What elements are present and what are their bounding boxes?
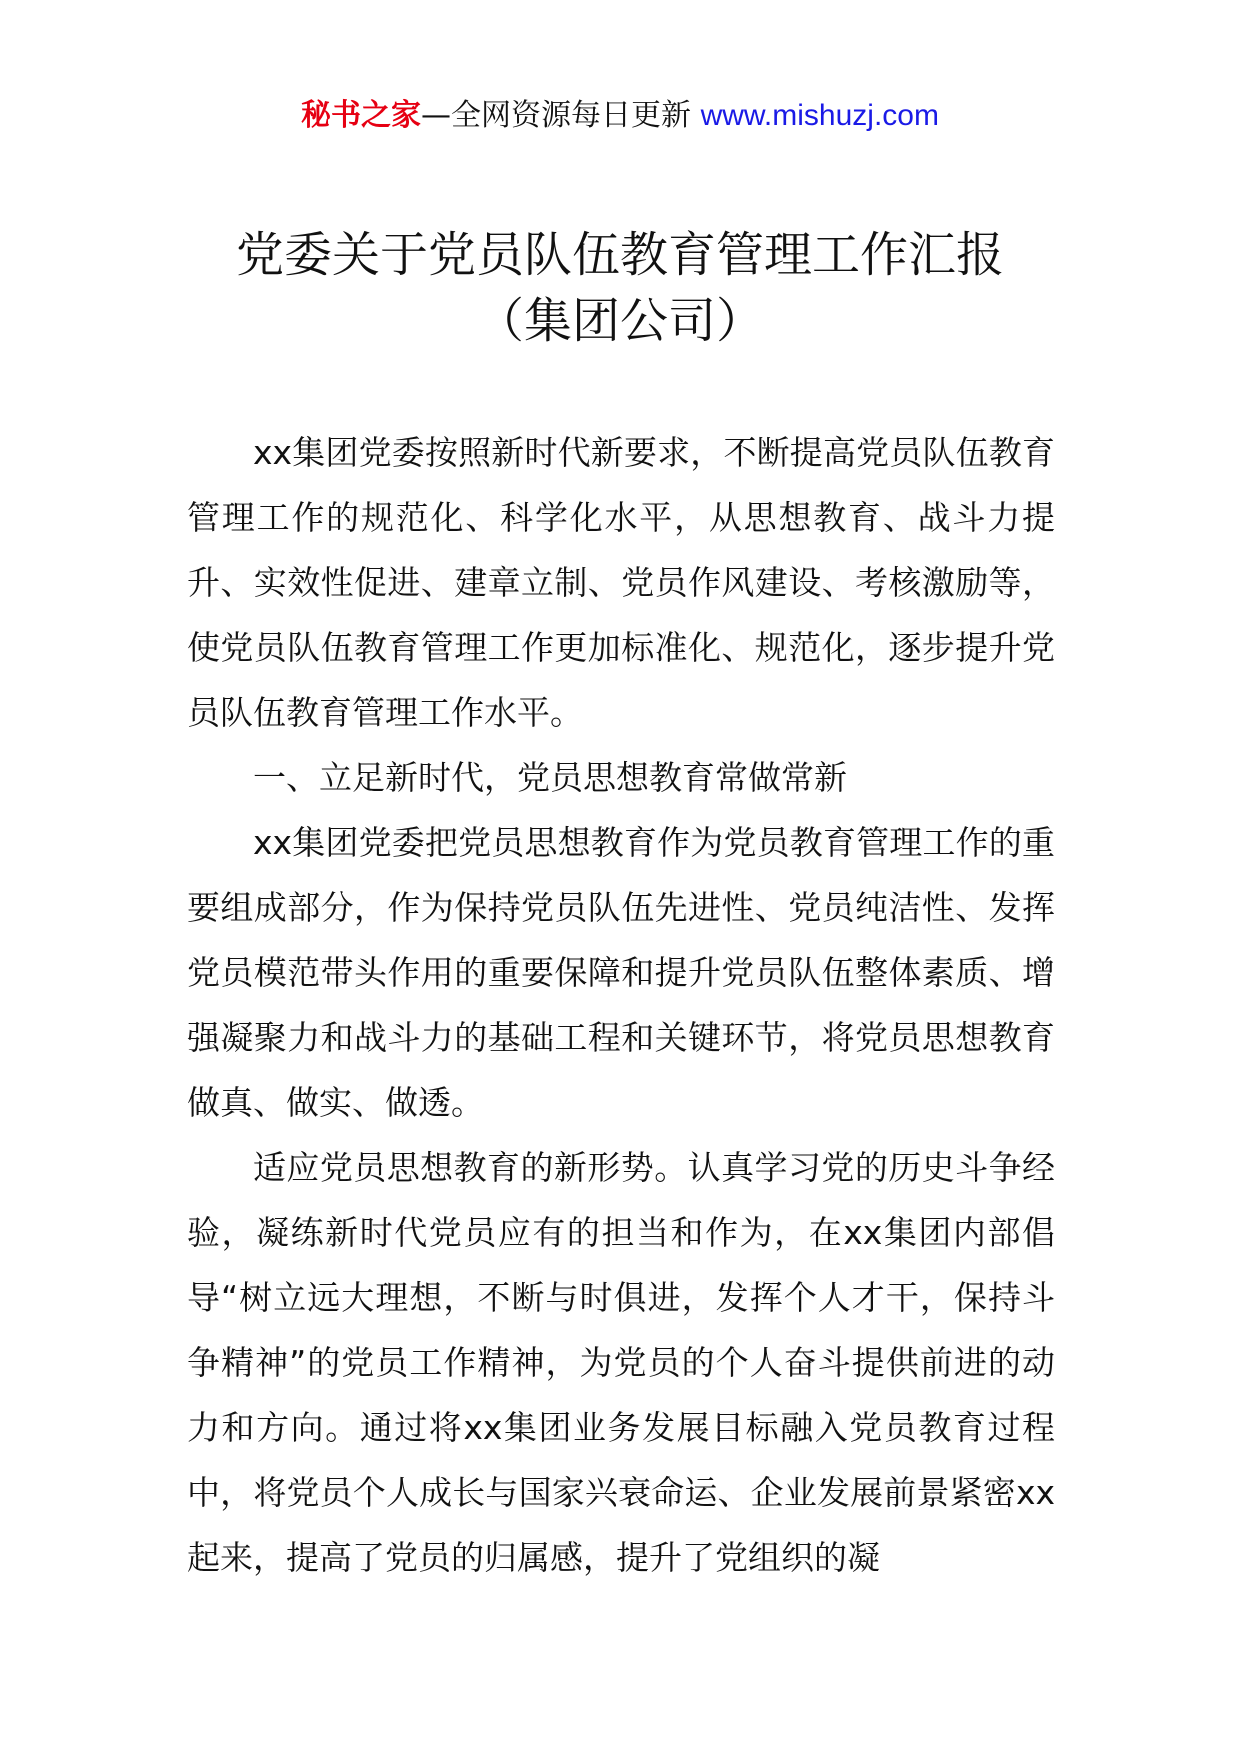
- section-heading-1: 一、立足新时代，党员思想教育常做常新: [253, 758, 847, 797]
- site-url-link[interactable]: www.mishuzj.com: [700, 99, 939, 132]
- paragraph-section-1-detail: 适应党员思想教育的新形势。认真学习党的历史斗争经验，凝练新时代党员应有的担当和作为，在xx集团内部倡导“树立远大理想，不断与时俱进，发挥个人才干，保持斗争精神”的党员工作精神，为党员的个人奋斗提供前进的动力和方向。通过将xx集团业务发展目标融入党员教育过程中，将党员个人成长与国家兴衰命运、企业发展前景紧密xx起来，提高了党员的归属感，提升了党组织的凝: [187, 1148, 1055, 1577]
- paragraph-intro: xx集团党委按照新时代新要求，不断提高党员队伍教育管理工作的规范化、科学化水平，从思想教育、战斗力提升、实效性促进、建章立制、党员作风建设、考核激励等，使党员队伍教育管理工作更加标准化、规范化，逐步提升党员队伍教育管理工作水平。: [187, 433, 1055, 732]
- paragraph-section-1: xx集团党委把党员思想教育作为党员教育管理工作的重要组成部分，作为保持党员队伍先进性、党员纯洁性、发挥党员模范带头作用的重要保障和提升党员队伍整体素质、增强凝聚力和战斗力的基础工程和关键环节，将党员思想教育做真、做实、做透。: [187, 823, 1055, 1122]
- title-line-1: 党委关于党员队伍教育管理工作汇报: [235, 227, 1004, 283]
- brand-name: 秘书之家: [301, 98, 422, 133]
- header-slogan: —全网资源每日更新: [421, 98, 701, 133]
- site-header: [0, 96, 1240, 136]
- title-line-2: （集团公司）: [475, 293, 764, 349]
- document-body: [187, 420, 1055, 1590]
- document-title: [0, 222, 1240, 354]
